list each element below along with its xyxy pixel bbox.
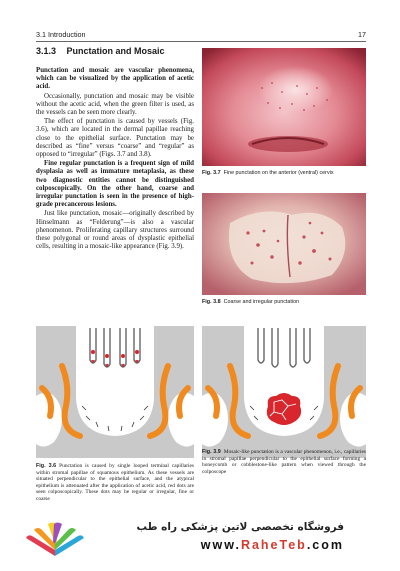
header-rule [36, 41, 366, 42]
running-header-section: 3.1 Introduction [36, 30, 86, 39]
shop-url-brand: RaheTeb [240, 538, 307, 552]
fig-3-7-photo [202, 48, 366, 166]
shop-name: فروشگاه تخصصی لاتین پزشکی راه طب [136, 521, 344, 533]
fig-3-8-caption [202, 299, 366, 306]
fig-3-9-label: Fig. 3.9 [202, 449, 221, 455]
shop-url-suffix: .com [306, 538, 344, 552]
fig-3-8-text: Coarse and irregular punctation [223, 299, 300, 305]
shop-url [201, 538, 344, 552]
fig-3-9-caption [202, 449, 366, 475]
fig-3-8-photo [202, 193, 366, 295]
book-logo-icon [20, 520, 90, 560]
paragraph-3: The effect of punctation is caused by vessels (Fig. 3.6), which are located in the dermal papillae reaching close to the epithelial surface. Punctation may be described as “fine” versus “coarse” and “regular” as opposed to “irregular” (Figs. 3.7 and 3.8). [36, 118, 194, 159]
section-title: Punctation and Mosaic [66, 46, 165, 56]
fig-3-9-text: Mosaic-like punctation is a vascular phenomenon, i.e., capillaries in stromal papillae perpendicular to the epithelial surface forming a honeycomb or cobblestone-like pattern when viewed through the colposcope [202, 449, 366, 475]
section-number: 3.1.3 [36, 46, 57, 56]
fig-3-6-text: Punctation is caused by single looped terminal capillaries within stromal papillae of squamous epithelium. As these vessels are situated perpendicular to the epithelial surface, and the atypical epithelium is attenuated after the application of acetic acid, red dots are seen colposcopically. These dots may be regular or irregular, fine or coarse [36, 463, 194, 502]
paragraph-5: Just like punctation, mosaic—originally described by Hinselmann as “Felderung”—is also a vascular phenomenon. Proliferating capillary structures surround these polygonal or round areas of dysplastic epithelial cells, resulting in a mosaic-like appearance (Fig. 3.9). [36, 210, 194, 251]
body-text [36, 67, 194, 252]
paragraph-2: Occasionally, punctation and mosaic may be visible without the acetic acid, when the green filter is used, as the vessels can be seen more clearly. [36, 92, 194, 117]
fig-3-7-caption [202, 170, 366, 177]
paragraph-4: Fine regular punctation is a frequent sign of mild dysplasia as well as immature metaplasia, as these two diagnostic entities cannot be distinguished colposcopically. On the other hand, coarse and irregular punctation is seen in the presence of high-grade precancerous lesions. [36, 160, 194, 209]
fig-3-6-caption [36, 463, 194, 503]
shop-url-prefix: www. [200, 538, 241, 552]
fig-3-6-diagram [36, 326, 194, 458]
fig-3-6-label: Fig. 3.6 [36, 463, 57, 469]
fig-3-7-text: Fine punctation on the anterior (ventral) cervix [223, 170, 334, 176]
fig-3-9-diagram [202, 326, 366, 458]
section-heading [36, 46, 165, 56]
page-number: 17 [358, 30, 366, 39]
fig-3-8-label: Fig. 3.8 [202, 299, 221, 305]
paragraph-1: Punctation and mosaic are vascular phenomena, which can be visualized by the application of acetic acid. [36, 67, 194, 91]
fig-3-7-label: Fig. 3.7 [202, 170, 221, 176]
